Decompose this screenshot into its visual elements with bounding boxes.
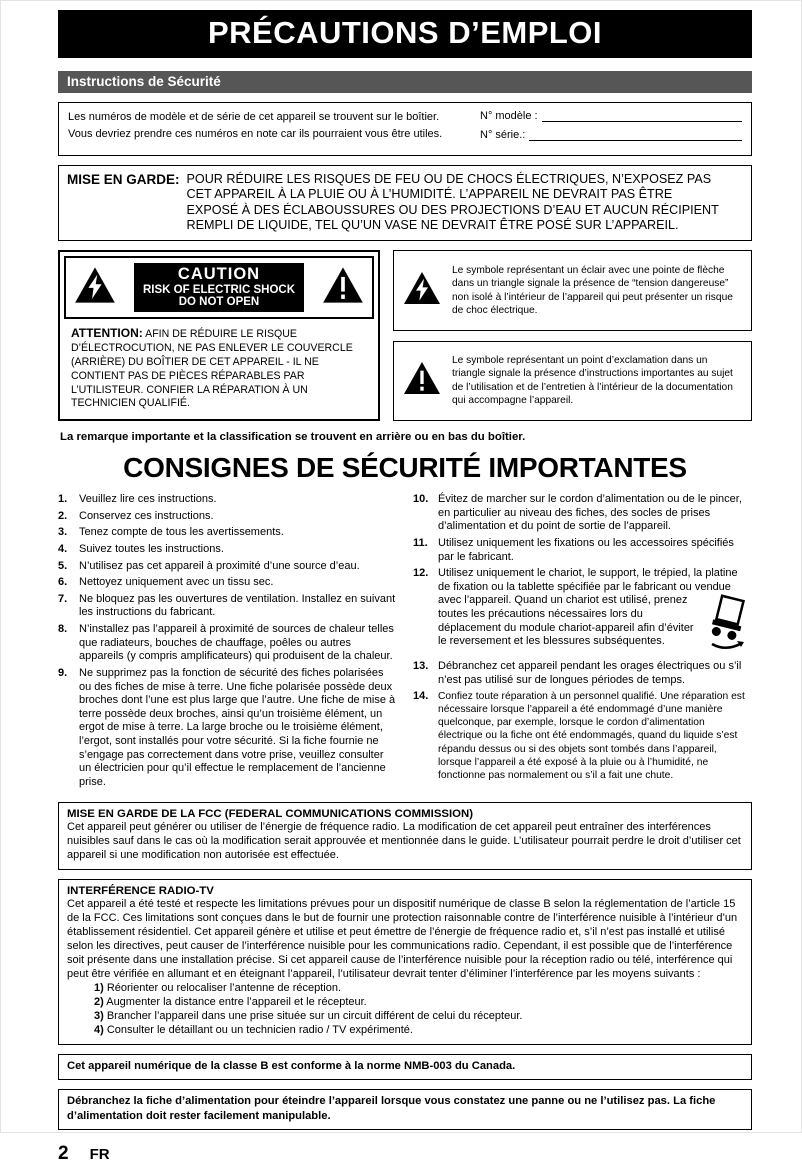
instructions-column-left	[58, 493, 397, 793]
model-serial-fields	[480, 109, 742, 148]
interference-step-1: 1) Réorienter ou relocaliser l’antenne de réception.	[94, 982, 342, 995]
model-number-line	[542, 110, 742, 122]
caution-box	[58, 250, 380, 421]
model-serial-note	[68, 109, 442, 148]
instruction-item-11: 11. Utilisez uniquement les fixations ou les accessoires spécifiés par le fabricant.	[413, 536, 734, 563]
radio-tv-interference-box	[58, 879, 752, 1045]
caution-title: CAUTION	[177, 265, 261, 284]
class-b-compliance-box: Cet appareil numérique de la classe B est conforme à la norme NMB-003 du Canada.	[58, 1054, 752, 1080]
instruction-item-9: 9. Ne supprimez pas la fonction de sécurité des fiches polarisées ou des fiches de mise à terre. Une fiche polarisée possède deux broches dont l’une est plus large que l’autre. Une fiche de mise à terre possède deux broches, ainsi qu’un troisième élément, un ergot de mise à terre. La large broche ou le troisième élément, l’ergot, sont installés pour votre sécurité. Si la fiche fournie ne s’engage pas correctement dans votre prise, veuillez consulter un électricien pour qu’il effectue le remplacement de l’ancienne prise.	[58, 666, 396, 788]
instruction-item-10: 10. Évitez de marcher sur le cordon d’alimentation ou de le pincer, en particulier au niveau des fiches, des socles de prises d’alimentation et du point de sortie de l’appareil.	[413, 493, 742, 533]
lightning-symbol-text: Le symbole représentant un éclair avec une pointe de flèche dans un triangle signale la présence de “tension dangereuse” non isolé à l’intérieur de l’appareil qui peut présenter un risque de choc électrique.	[452, 264, 733, 317]
page-number: 2	[58, 1143, 69, 1165]
language-code: FR	[89, 1146, 110, 1164]
exclamation-symbol-box	[393, 341, 752, 421]
section-header	[58, 71, 752, 93]
mise-en-garde-label: MISE EN GARDE:	[67, 172, 180, 187]
safety-instructions	[58, 493, 752, 793]
model-note-line1: Les numéros de modèle et de série de cet appareil se trouvent sur le boîtier.	[68, 111, 440, 123]
risk-of-shock-label	[134, 263, 304, 312]
fcc-warning-text: Cet appareil peut générer ou utiliser de l’énergie de fréquence radio. La modification de cet appareil peut entraîner des interférences nuisibles sauf dans le cas où la modification serait approuvée et mentionnée dans le guide. L’utilisateur pourrait perdre le droit d’utiliser cet appareil si une modification non autorisée est effectuée.	[67, 821, 741, 861]
do-not-open-line: DO NOT OPEN	[178, 296, 260, 309]
exclamation-symbol-text: Le symbole représentant un point d’exclamation dans un triangle signale la présence d’instructions importantes au sujet de l’utilisation et de l’entretien à l’intérieur de la documentation qui accompagne l’appareil.	[452, 354, 733, 407]
instructions-column-right	[413, 493, 752, 793]
caution-inner-panel	[64, 256, 374, 319]
instruction-item-12: 12. Utilisez uniquement le chariot, le support, le trépied, la platine de fixation ou la tablette spécifiée par le fabricant ou vendue avec l’appareil. Quand un chariot est utilisé, prenez toutes les précautions nécessaires lors du déplacement du module chariot-appareil afin d’éviter le reversement et les blessures subséquentes.	[413, 567, 752, 657]
lightning-triangle-icon	[402, 270, 442, 311]
serial-number-field	[480, 129, 742, 141]
rear-label-note: La remarque importante et la classification se trouvent en arrière ou en bas du boîtier.	[60, 431, 526, 444]
page-title	[58, 10, 752, 58]
mise-en-garde-text: POUR RÉDUIRE LES RISQUES DE FEU OU DE CHOCS ÉLECTRIQUES, N’EXPOSEZ PAS CET APPAREIL À LA PLUIE OU À L’HUMIDITÉ. L’APPAREIL NE DEVRAIT PAS ÊTRE EXPOSÉ À DES ÉCLABOUSSURES OU DES PROJECTIONS D’EAU ET AUCUN RÉCIPIENT REMPLI DE LIQUIDE, TEL QU’UN VASE NE DEVRAIT ÊTRE POSÉ SUR L’APPAREIL.	[186, 172, 719, 233]
symbol-explanations	[393, 250, 752, 421]
model-number-field	[480, 110, 742, 122]
exclamation-triangle-icon	[402, 360, 442, 401]
interference-step-3: 3) Brancher l’appareil dans une prise située sur un circuit différent de celui du récepteur.	[94, 1010, 523, 1023]
mise-en-garde-box	[58, 165, 752, 241]
attention-label: ATTENTION:	[71, 326, 143, 341]
cart-warning-icon	[704, 594, 752, 655]
attention-paragraph	[64, 319, 374, 415]
instruction-item-2: 2. Conservez ces instructions.	[58, 509, 214, 522]
caution-row	[58, 250, 752, 421]
instruction-item-1: 1. Veuillez lire ces instructions.	[58, 493, 217, 506]
interference-title: INTERFÉRENCE RADIO-TV	[67, 884, 214, 897]
safety-instructions-heading: CONSIGNES DE SÉCURITÉ IMPORTANTES	[123, 452, 687, 484]
interference-step-4: 4) Consulter le détaillant ou un technicien radio / TV expérimenté.	[94, 1024, 413, 1037]
instruction-item-4: 4. Suivez toutes les instructions.	[58, 542, 224, 555]
page-footer	[58, 1143, 752, 1165]
model-serial-box	[58, 102, 752, 156]
model-number-label: N° modèle :	[480, 110, 538, 122]
lightning-symbol-box	[393, 250, 752, 330]
interference-step-2: 2) Augmenter la distance entre l’appareil et le récepteur.	[94, 996, 367, 1009]
section-header-text: Instructions de Sécurité	[67, 74, 221, 89]
serial-number-label: N° série.:	[480, 129, 526, 141]
risk-line: RISK OF ELECTRIC SHOCK	[142, 284, 296, 297]
instruction-item-5: 5. N’utilisez pas cet appareil à proximité d’une source d’eau.	[58, 559, 360, 572]
unplug-notice-box: Débranchez la fiche d’alimentation pour éteindre l’appareil lorsque vous constatez une panne ou ne l’utilisez pas. La fiche d’alimentation doit rester facilement manipulable.	[58, 1089, 752, 1130]
fcc-warning-box	[58, 802, 752, 870]
instruction-item-13: 13. Débranchez cet appareil pendant les orages électriques ou s’il n’est pas utilisé sur de longues périodes de temps.	[413, 660, 742, 686]
interference-steps	[94, 982, 743, 1038]
interference-text: Cet appareil a été testé et respecte les limitations prévues pour un dispositif numérique de classe B selon la réglementation de l’article 15 de la FCC. Ces limitations sont conçues dans le but de fournir une protection raisonnable contre de l’interférence nuisible à l’intérieur d’un établissement résidentiel. Cet appareil génère et utilise et peut émettre de l’énergie de fréquence radio et, s’il n’est pas installé et utilisé selon les directives, peut causer de l’interférence nuisible pour les communications radio. Cependant, il est possible que de l’interférence soit présente dans une installation précise. Si cet appareil cause de l’interférence nuisible pour la réception radio ou télé, interférence qui peut être vérifiée en allumant et en éteignant l’appareil, l’utilisateur devrait tenter d’éliminer l’interférence par les moyens suivants :	[67, 898, 738, 981]
model-note-line2: Vous devriez prendre ces numéros en note car ils pourraient vous être utiles.	[68, 127, 443, 140]
fcc-warning-title: MISE EN GARDE DE LA FCC (FEDERAL COMMUNICATIONS COMMISSION)	[67, 807, 474, 820]
serial-number-line	[529, 129, 742, 141]
page-title-text: PRÉCAUTIONS D’EMPLOI	[207, 15, 603, 50]
attention-text: AFIN DE RÉDUIRE LE RISQUE D’ÉLECTROCUTION, NE PAS ENLEVER LE COUVERCLE (ARRIÈRE) DU BOÎTIER DE CET APPAREIL - IL NE CONTIENT PAS DE PIÈCES RÉPARABLES PAR L’UTILISTEUR. CONFIER LA RÉPARATION À UN TECHNICIEN QUALIFIÉ.	[71, 328, 353, 410]
instruction-item-6: 6. Nettoyez uniquement avec un tissu sec.	[58, 576, 274, 589]
instruction-item-14: 14. Confiez toute réparation à un personnel qualifié. Une réparation est nécessaire lorsque l’appareil a été endommagé d’une manière quelconque, par exemple, lorsque le cordon d’alimentation électrique ou la fiche ont été endommagés, quand du liquide s’est répandu dessus ou si des objets sont tombés dans l’appareil, lorsque l’appareil a été exposé à la pluie ou à l’humidité, ne fonctionne pas normalement ou s’il a fait une chute.	[413, 690, 745, 781]
lightning-triangle-icon	[73, 265, 117, 310]
instruction-item-3: 3. Tenez compte de tous les avertissements.	[58, 526, 284, 539]
instruction-item-7: 7. Ne bloquez pas les ouvertures de ventilation. Installez en suivant les instructions du fabricant.	[58, 592, 396, 619]
instruction-item-8: 8. N’installez pas l’appareil à proximité de sources de chaleur telles que radiateurs, bouches de chauffage, poêles ou autres appareils (y compris amplificateurs) qui produisent de la chaleur.	[58, 623, 394, 663]
exclamation-triangle-icon	[321, 265, 365, 310]
